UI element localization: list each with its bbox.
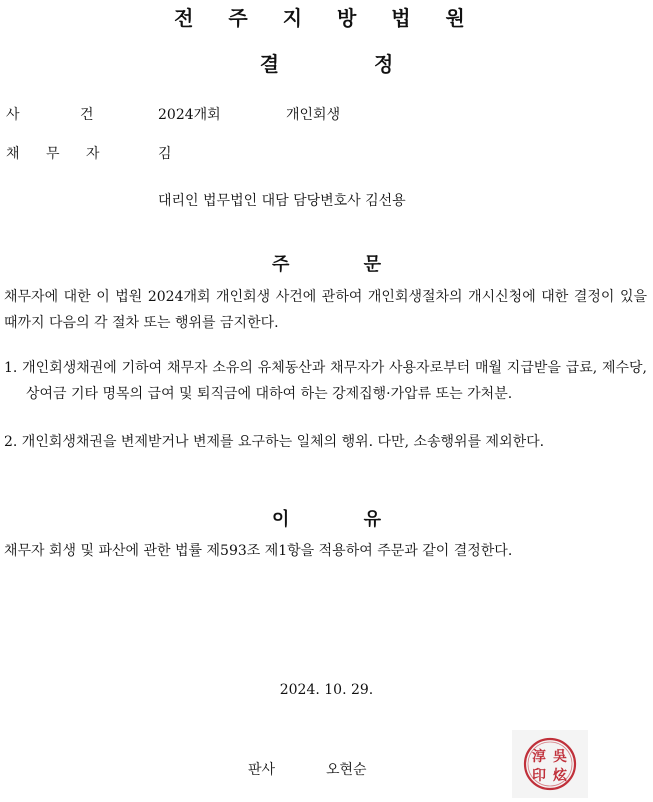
document-type-title: 결 정 — [259, 52, 394, 76]
svg-text:淳: 淳 — [532, 749, 546, 765]
svg-text:炫: 炫 — [553, 768, 567, 784]
debtor-name: 김 — [158, 146, 172, 162]
order-item-2: 2. 개인회생채권을 변제받거나 변제를 요구하는 일체의 행위. 다만, 소송행위를 제외한다. — [4, 434, 545, 450]
reason-text: 채무자 회생 및 파산에 관한 법률 제593조 제1항을 적용하여 주문과 같이 결정한다. — [4, 543, 513, 559]
order-item-1: 1. 개인회생채권에 기하여 채무자 소유의 유체동산과 채무자가 사용자로부터 매월 지급받을 급료, 제수당, 상여금 기타 명목의 급여 및 퇴직금에 대하여 하는 강제집행·가압류 또는 가처분. — [4, 360, 647, 402]
case-type: 개인회생 — [286, 107, 341, 123]
case-label: 사 건 — [6, 107, 94, 123]
case-number: 2024개회 — [158, 107, 221, 123]
order-intro: 채무자에 대한 이 법원 2024개회 개인회생 사건에 관하여 개인회생절차의 개시신청에 대한 결정이 있을 때까지 다음의 각 절차 또는 행위를 금지한다. — [4, 289, 647, 331]
svg-text:印: 印 — [532, 768, 546, 784]
judge-seal-stamp — [512, 730, 588, 798]
judge-title: 판사 — [248, 762, 276, 778]
reason-heading: 이 유 — [271, 509, 382, 530]
order-heading: 주 문 — [271, 254, 382, 275]
court-name: 전 주 지 방 법 원 — [174, 6, 479, 30]
judge-name: 오현순 — [326, 762, 367, 778]
svg-text:吳: 吳 — [553, 749, 567, 765]
decision-date: 2024. 10. 29. — [279, 682, 374, 698]
debtor-representative: 대리인 법무법인 대담 담당변호사 김선용 — [158, 193, 406, 209]
debtor-label: 채 무 자 — [6, 146, 100, 162]
